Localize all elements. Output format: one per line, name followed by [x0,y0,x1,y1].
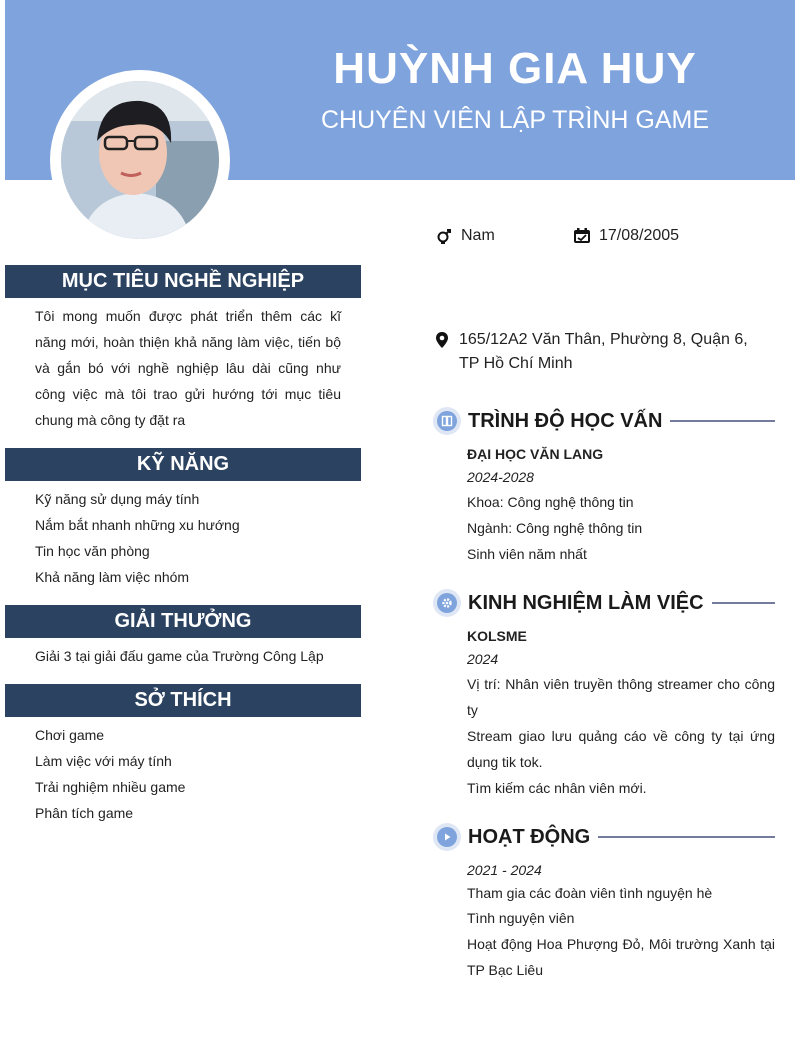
section-rule [670,420,775,422]
experience-period: 2024 [467,651,499,667]
gender-value: Nam [461,227,495,244]
candidate-name: HUỲNH GIA HUY [333,44,697,93]
activities-body [467,859,775,983]
address-value: 165/12A2 Văn Thân, Phường 8, Quận 6, TP Hồ Chí Minh [459,331,748,372]
activity-line: Hoạt động Hoa Phượng Đỏ, Môi trường Xanh tại TP Bạc Liêu [467,936,775,978]
skill-item: Kỹ năng sử dụng máy tính [35,491,200,507]
objective-header: MỤC TIÊU NGHỀ NGHIỆP [5,265,361,298]
birthday-value: 17/08/2005 [599,227,680,244]
experience-line: Stream giao lưu quảng cáo về công ty tại ứng dụng tik tok. [467,728,775,770]
education-line: Khoa: Công nghệ thông tin [467,494,634,510]
skill-item: Nắm bắt nhanh những xu hướng [35,517,240,533]
activity-line: Tham gia các đoàn viên tình nguyện hè [467,885,713,901]
education-line: Sinh viên năm nhất [467,546,587,562]
hobby-item: Chơi game [35,727,105,743]
gender-icon [435,227,453,245]
skills-list [35,486,341,590]
hobby-item: Phân tích game [35,805,134,821]
objective-text: Tôi mong muốn được phát triển thêm các kĩ năng mới, hoàn thiện khả năng làm việc, tiến bộ và gắn bó với nghề nghiệp lâu dài cũng như công việc mà tôi trao gửi hướng tới mục tiêu chung mà công ty đặt ra [35,308,341,428]
education-title: TRÌNH ĐỘ HỌC VẤN [468,409,663,432]
school-name: ĐẠI HỌC VĂN LANG [467,446,604,462]
company-name: KOLSME [467,628,527,644]
skills-header: KỸ NĂNG [5,448,361,481]
experience-line: Vị trí: Nhân viên truyền thông streamer cho công ty [467,676,775,718]
skill-item: Tin học văn phòng [35,543,150,559]
gender-row [435,227,495,245]
hobby-item: Trải nghiệm nhiều game [35,779,186,795]
book-icon [433,407,461,435]
education-period: 2024-2028 [467,469,534,485]
education-body [467,441,775,567]
award-item: Giải 3 tại giải đấu game của Trường Công Lập [35,648,324,664]
calendar-icon [573,227,591,245]
education-line: Ngành: Công nghệ thông tin [467,520,643,536]
activities-title: HOẠT ĐỘNG [468,825,591,848]
avatar [61,81,219,239]
experience-line: Tìm kiếm các nhân viên mới. [467,780,647,796]
education-header [433,406,775,436]
skill-item: Khả năng làm việc nhóm [35,569,190,585]
birthday-row [573,227,679,245]
gear-icon [433,589,461,617]
section-rule [598,836,775,838]
experience-header [433,588,775,618]
location-pin-icon [433,331,451,349]
candidate-role: CHUYÊN VIÊN LẬP TRÌNH GAME [320,106,710,134]
awards-header: GIẢI THƯỞNG [5,605,361,638]
address-row [433,328,767,376]
experience-body [467,623,775,801]
hobby-item: Làm việc với máy tính [35,753,172,769]
activities-period: 2021 - 2024 [467,862,542,878]
play-icon [433,823,461,851]
awards-list [35,643,341,669]
activities-header [433,822,775,852]
experience-title: KINH NGHIỆM LÀM VIỆC [468,591,704,614]
activity-line: Tình nguyện viên [467,910,575,926]
hobbies-header: SỞ THÍCH [5,684,361,717]
hobbies-list [35,722,341,826]
section-rule [712,602,775,604]
